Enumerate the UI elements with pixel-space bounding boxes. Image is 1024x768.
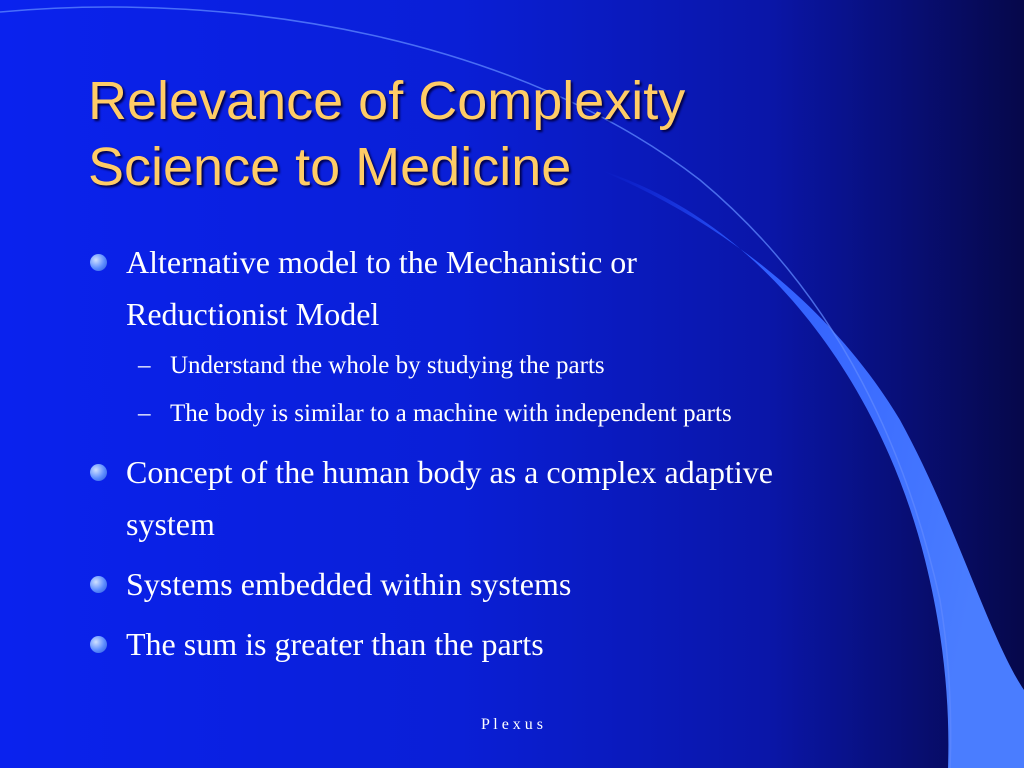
sub-bullet-text: Understand the whole by studying the parts xyxy=(170,352,605,379)
bullet-item xyxy=(88,236,948,340)
bullet-text-line: Reductionist Model xyxy=(126,296,380,332)
bullet-dot-icon xyxy=(90,636,107,653)
dash-icon: – xyxy=(138,352,151,379)
bullet-text-line: Systems embedded within systems xyxy=(126,566,572,602)
title-line-2: Science to Medicine xyxy=(88,137,572,197)
sub-bullet-text: The body is similar to a machine with independent parts xyxy=(170,400,732,427)
bullet-text-line: The sum is greater than the parts xyxy=(126,626,544,662)
bullet-item xyxy=(88,558,948,610)
bullet-item xyxy=(88,618,948,670)
bullet-dot-icon xyxy=(90,576,107,593)
slide-title xyxy=(88,68,948,200)
bullet-text-line: Concept of the human body as a complex adaptive xyxy=(126,454,773,490)
sub-bullet-item xyxy=(88,342,948,390)
slide-footer: P l e x u s xyxy=(480,716,544,733)
slide-body xyxy=(88,236,948,670)
bullet-text-line: Alternative model to the Mechanistic or xyxy=(126,244,637,280)
bullet-item xyxy=(88,446,948,550)
bullet-dot-icon xyxy=(90,464,107,481)
bullet-text-line: system xyxy=(126,506,215,542)
title-line-1: Relevance of Complexity xyxy=(88,71,686,131)
sub-bullet-item xyxy=(88,390,948,438)
bullet-dot-icon xyxy=(90,254,107,271)
dash-icon: – xyxy=(138,400,151,427)
